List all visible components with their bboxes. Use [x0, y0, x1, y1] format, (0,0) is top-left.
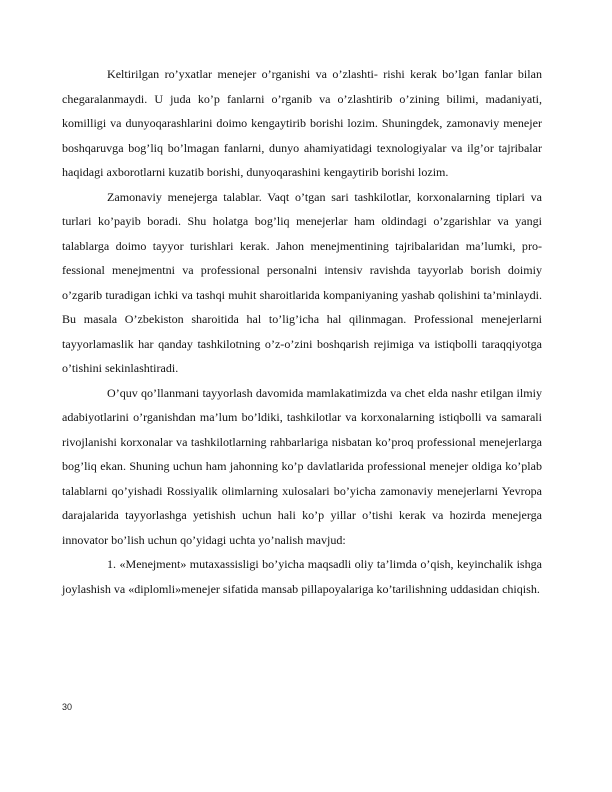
page-number: 30 [62, 702, 73, 712]
paragraph-4: 1. «Menejment» mutaxassisligi bo’yicha maqsadli oliy ta’limda o’qish, keyinchalik ishga joylashish va «diplomli»menejer sifatida mansab pillapoyalariga ko’tarilishning uddasidan chiqish. [62, 557, 542, 596]
paragraph-3: O’quv qo’llanmani tayyorlash davomida mamlakatimizda va chet elda nashr etilgan ilmiy adabiyotlarini o’rganishdan ma’lum bo’ldiki, tashkilotlar va korxonalarning istiqbolli va samarali rivojlanishi korxonalar va tashkilotlarning rahbarlariga nisbatan ko’proq professional menejerlarga bog’liq ekan. Shuning uchun ham jahonning ko’p davlatlarida professional menejer oldiga ko’plab talablarni qo’yishadi Rossiyalik olimlarning xulosalari bo’yicha zamonaviy menejerlarni Yevropa darajalarida tayyorlashga yetishish uchun hali ko’p yillar o’tishi kerak va hozirda menejerga innovator bo’lish uchun qo’yidagi uchta yo’nalish mavjud: [62, 385, 542, 547]
paragraph-2: Zamonaviy menejerga talablar. Vaqt o’tgan sari tashkilotlar, korxonalarning tiplari va turlari ko’payib boradi. Shu holatga bog’liq menejerlar ham oldindagi o’zgarishlar va yangi talablarga doimo tayyor turishlari kerak. Jahon menejmentining tajribalaridan ma’lumki, pro- fessional menejmentni va professional personalni intensiv ravishda tayyorlab borish doimiy o’zgarib turadigan ichki va tashqi muhit sharoitlarida kompaniyaning yashab qolishini ta’minlaydi. Bu masala O’zbekiston sharoitida hal to’lig’icha hal qilinmagan. Professional menejerlarni tayyorlamaslik har qanday tashkilotning o’z-o’zini boshqarish rejimiga va istiqbolli taraqqiyotga o’tishini sekinlashtiradi. [62, 189, 542, 375]
paragraph-1: Keltirilgan ro’yxatlar menejer o’rganishi va o’zlashti- rishi kerak bo’lgan fanlar bilan chegaralanmaydi. U juda ko’p fanlarni o’rganib va o’zlashtirib o’zining bilimi, madaniyati, komilligi va dunyoqarashlarini doimo kengaytirib borishi lozim. Shuningdek, zamonaviy menejer boshqaruvga bog’liq bo’lmagan fanlarni, dunyo ahamiyatidagi texnologiyalar va ilg’or tajribalar haqidagi axborotlarni kuzatib borishi, dunyoqarashini kengaytirib borishi lozim. [62, 67, 542, 179]
body-text [62, 62, 542, 601]
